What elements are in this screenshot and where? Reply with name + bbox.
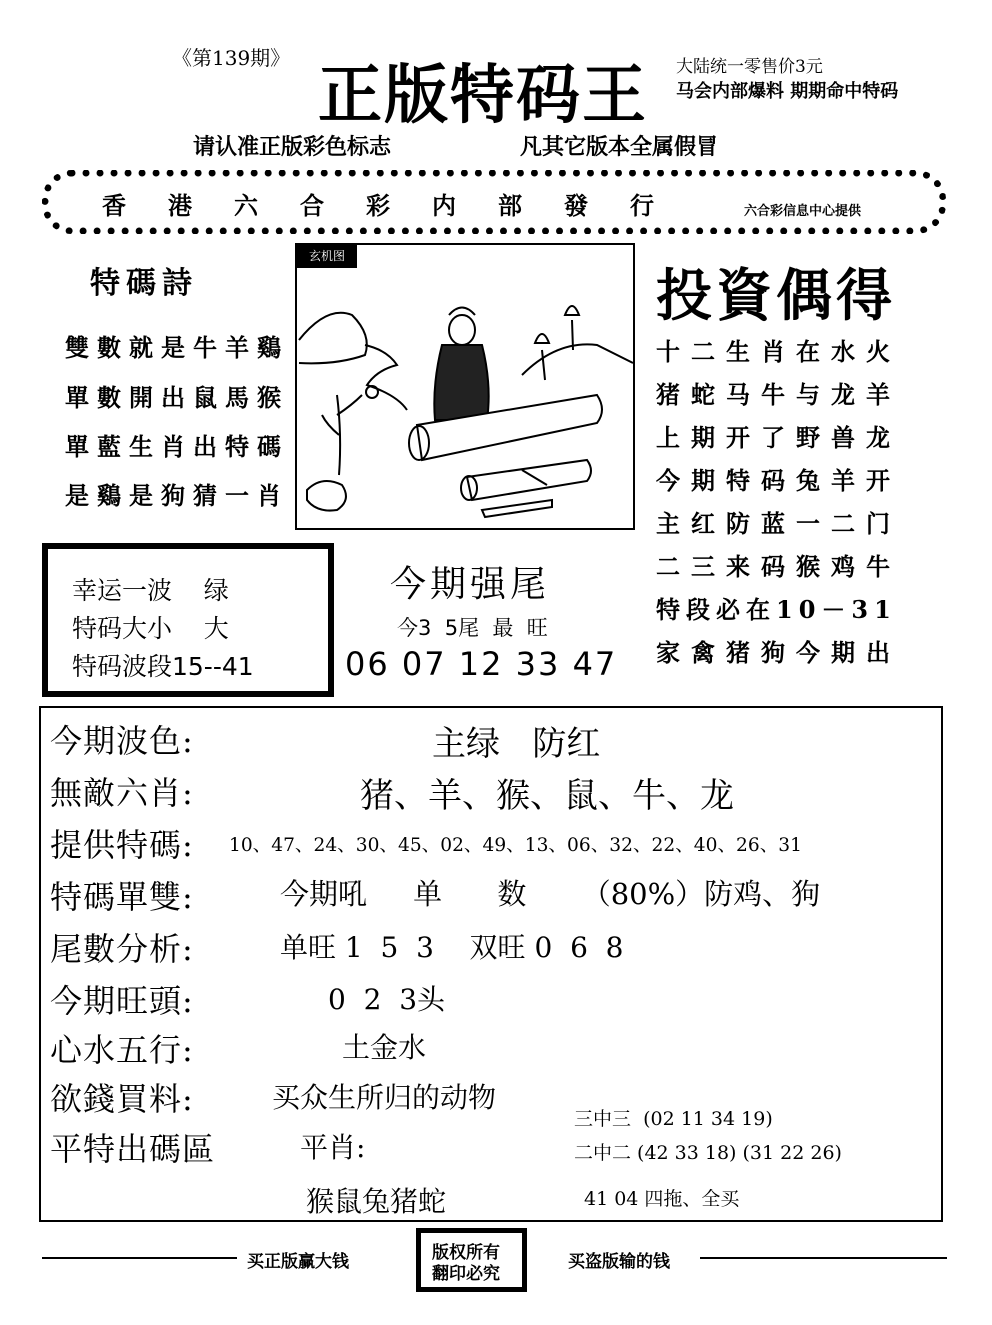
combo: 41 04 四拖、全买 [584, 1188, 740, 1210]
wave-value: 主绿 防红 [432, 724, 601, 764]
slogan-right: 凡其它版本全属假冒 [520, 134, 719, 160]
invest-line: 主红防蓝一二门 [656, 509, 901, 538]
poem-line: 單數開出鼠馬猴 [65, 383, 289, 412]
copyright-line-1: 版权所有 [432, 1243, 500, 1263]
buy-value: 买众生所归的动物 [272, 1081, 497, 1114]
lucky-range: 特码波段15--41 [72, 652, 254, 681]
footer-left: 买正版赢大钱 [247, 1252, 349, 1272]
three-hit: 三中三 (02 11 34 19) [574, 1108, 773, 1130]
invest-line: 上期开了野兽龙 [656, 423, 901, 452]
invest-line: 十二生肖在水火 [656, 337, 901, 366]
lucky-wave: 幸运一波 绿 [72, 576, 229, 605]
odd-even-label: 特碼單雙: [50, 878, 194, 916]
price-note: 大陆统一零售价3元 [676, 57, 823, 77]
invest-line: 今期特码兔羊开 [656, 466, 901, 495]
buy-label: 欲錢買料: [50, 1080, 194, 1118]
tail-value: 单旺 1 5 3 双旺 0 6 8 [280, 931, 624, 964]
odd-even-value: 今期吼 单 数 （80%）防鸡、狗 [280, 877, 821, 911]
flat-value: 猴鼠兔猪蛇 [306, 1185, 447, 1218]
head-value: 0 2 3头 [328, 983, 446, 1016]
zone-label: 平特出碼區 [50, 1130, 216, 1168]
issuer-text: 香港六合彩内部發行 [102, 191, 696, 220]
picture-label: 玄机图 [297, 244, 357, 268]
element-label: 心水五行: [50, 1031, 194, 1069]
lucky-size: 特码大小 大 [72, 614, 229, 643]
poem-line: 單藍生肖出特碼 [65, 432, 289, 461]
provider-text: 六合彩信息中心提供 [744, 204, 862, 219]
invest-line: 家禽猪狗今期出 [656, 638, 901, 667]
issue-number: 《第139期》 [172, 46, 291, 70]
strong-tail-title: 今期强尾 [390, 564, 551, 605]
head-label: 今期旺頭: [50, 982, 194, 1020]
provide-value: 10、47、24、30、45、02、49、13、06、32、22、40、26、31 [229, 835, 802, 856]
invest-line: 猪蛇马牛与龙羊 [656, 380, 901, 409]
wave-label: 今期波色: [50, 722, 194, 760]
poem-title: 特碼詩 [90, 266, 198, 301]
strong-tail-numbers: 06 07 12 33 47 [345, 645, 618, 683]
provide-label: 提供特碼: [50, 826, 194, 864]
page-title: 正版特码王 [318, 58, 648, 133]
invest-line: 二三来码猴鸡牛 [656, 552, 901, 581]
strong-tail-sub: 今3 5尾 最 旺 [397, 616, 548, 640]
hint-illustration [297, 245, 633, 528]
hint-picture [295, 243, 635, 530]
six-zodiac-value: 猪、羊、猴、鼠、牛、龙 [360, 776, 734, 816]
footer-right: 买盗版输的钱 [568, 1252, 670, 1272]
copyright-line-2: 翻印必究 [432, 1264, 500, 1284]
invest-title: 投資偶得 [656, 263, 896, 329]
two-hit: 二中二 (42 33 18) (31 22 26) [574, 1142, 842, 1164]
poem-line: 是鷄是狗猜一肖 [65, 481, 289, 510]
six-zodiac-label: 無敵六肖: [50, 774, 194, 812]
slogan-left: 请认准正版彩色标志 [193, 134, 392, 160]
element-value: 土金水 [342, 1031, 427, 1064]
poem-line: 雙數就是牛羊鷄 [65, 333, 289, 362]
footer-rule-left [42, 1257, 237, 1259]
tail-label: 尾數分析: [50, 930, 194, 968]
footer-rule-right [700, 1257, 947, 1259]
insider-note: 马会内部爆料 期期命中特码 [676, 81, 899, 102]
flat-label: 平肖: [300, 1131, 366, 1164]
invest-line: 特段必在10－31 [656, 595, 897, 624]
